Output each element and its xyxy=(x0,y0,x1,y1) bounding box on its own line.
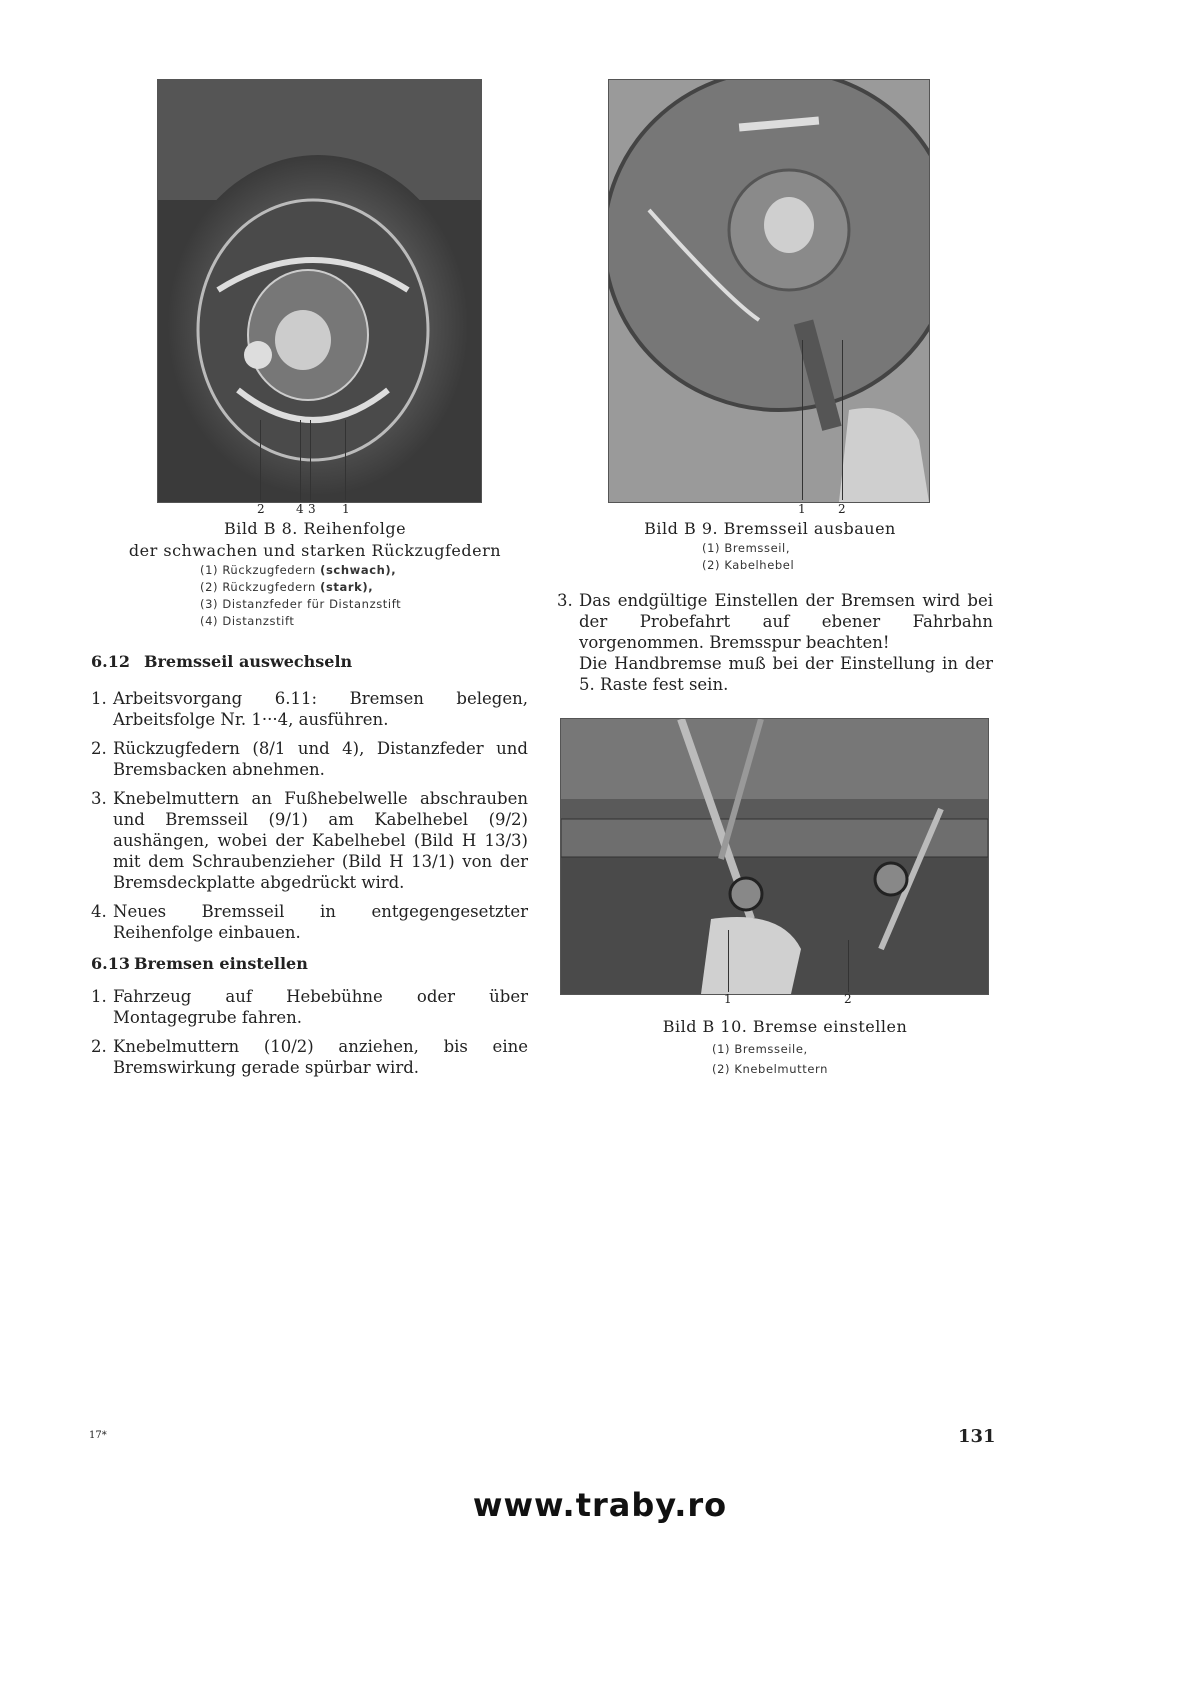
figure-b8-photo xyxy=(157,79,482,503)
step-item: 3. Das endgültige Einstellen der Bremsen wird bei der Probefahrt auf ebener Fahrbahn vorgenommen. Bremsspur beachten! Die Handbremse muß bei der Einstellung in der 5. Raste fest sein. xyxy=(557,591,993,694)
figure-b10-legend xyxy=(712,1039,828,1079)
callout-leader xyxy=(728,930,729,992)
caption-line: der schwachen und starken Rückzugfedern xyxy=(128,541,502,560)
callout-leader xyxy=(842,340,843,500)
figure-b10-caption xyxy=(620,1017,950,1036)
callout-number: 2 xyxy=(838,502,846,516)
legend-item: (3) Distanzfeder für Distanzstift xyxy=(200,597,402,611)
section-6-13-step-3 xyxy=(557,590,993,695)
figure-b8-legend xyxy=(200,562,401,630)
callout-number: 2 xyxy=(257,502,265,516)
caption-line: Bild B 8. Reihenfolge xyxy=(223,519,407,538)
callout-leader xyxy=(345,420,346,500)
legend-item: (1) Bremsseil, xyxy=(702,541,791,555)
section-6-13-steps xyxy=(91,986,528,1086)
legend-item: (2) Rückzugfedern (stark), xyxy=(200,580,374,594)
legend-item: (1) Rückzugfedern (schwach), xyxy=(200,563,397,577)
figure-b8-caption xyxy=(150,519,480,538)
caption-line: Bild B 9. Bremsseil ausbauen xyxy=(644,519,896,538)
page-number: 131 xyxy=(958,1426,996,1447)
callout-leader xyxy=(310,420,311,500)
section-6-13-heading: 6.13 Bremsen einstellen xyxy=(91,954,308,973)
step-item: 1. Arbeitsvorgang 6.11: Bremsen belegen, Arbeitsfolge Nr. 1···4, ausführen. xyxy=(91,689,528,729)
figure-b9-photo xyxy=(608,79,930,503)
callout-leader xyxy=(802,340,803,500)
legend-item: (2) Kabelhebel xyxy=(702,558,795,572)
legend-item: (1) Bremsseile, xyxy=(712,1042,808,1056)
callout-number: 1 xyxy=(724,992,732,1006)
figure-b9-caption xyxy=(620,519,920,538)
callout-number: 4 xyxy=(296,502,304,516)
step-item: 2. Knebelmuttern (10/2) anziehen, bis eine Bremswirkung gerade spürbar wird. xyxy=(91,1037,528,1077)
callout-number: 3 xyxy=(308,502,316,516)
step-item: 2. Rückzugfedern (8/1 und 4), Distanzfeder und Bremsbacken abnehmen. xyxy=(91,739,528,779)
figure-b9-legend xyxy=(702,540,794,574)
figure-b8-caption-2 xyxy=(120,541,510,560)
callout-number: 1 xyxy=(798,502,806,516)
callout-leader xyxy=(300,420,301,500)
legend-item: (2) Knebelmuttern xyxy=(712,1062,829,1076)
step-item: 4. Neues Bremsseil in entgegengesetzter Reihenfolge einbauen. xyxy=(91,902,528,942)
callout-number: 2 xyxy=(844,992,852,1006)
step-item: 3. Knebelmuttern an Fußhebelwelle abschrauben und Bremsseil (9/1) am Kabelhebel (9/2) aushängen, wobei der Kabelhebel (Bild H 13/3) mit dem Schraubenzieher (Bild H 13/1) von der Bremsdeckplatte abgedrückt wird. xyxy=(91,789,528,892)
figure-b10-photo xyxy=(560,718,989,995)
callout-number: 1 xyxy=(342,502,350,516)
step-item: 1. Fahrzeug auf Hebebühne oder über Montagegrube fahren. xyxy=(91,987,528,1027)
callout-leader xyxy=(848,940,849,992)
section-6-12-heading: 6.12 Bremsseil auswechseln xyxy=(91,652,353,671)
caption-line: Bild B 10. Bremse einstellen xyxy=(662,1017,908,1036)
section-6-12-steps xyxy=(91,688,528,951)
signature-mark: 17* xyxy=(89,1430,107,1441)
callout-leader xyxy=(260,420,261,500)
website-link[interactable]: www.traby.ro xyxy=(472,1486,728,1524)
legend-item: (4) Distanzstift xyxy=(200,614,295,628)
